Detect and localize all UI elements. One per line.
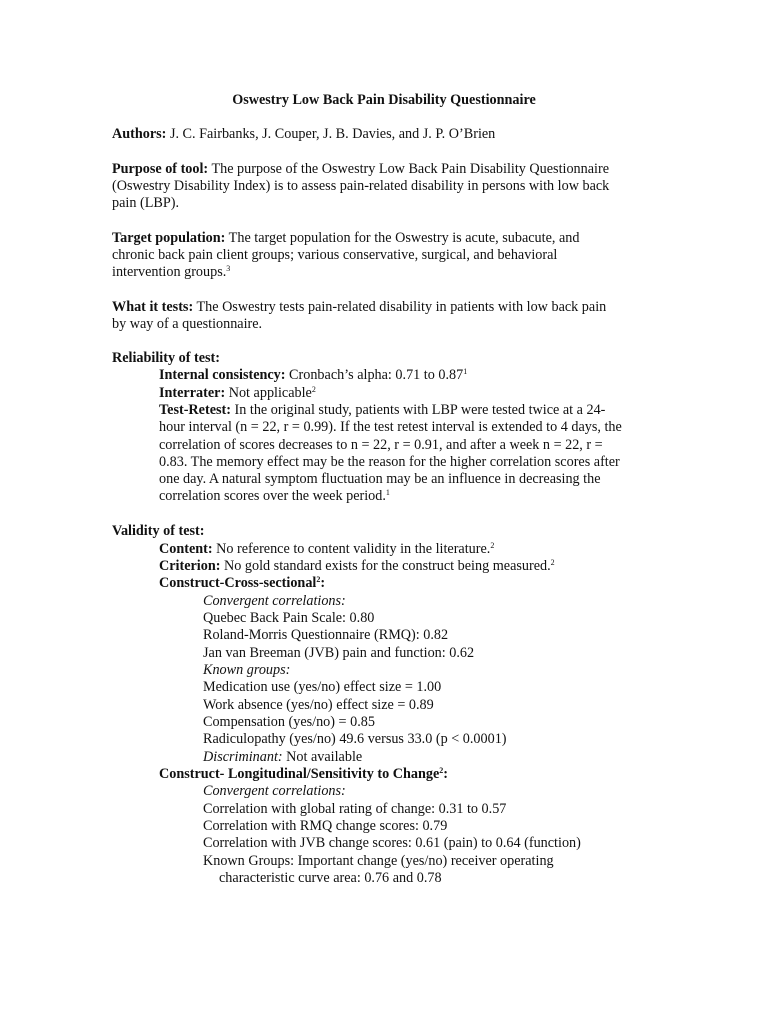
reference-superscript: 1 [463,367,468,376]
target-line-1: Target population: The target population for the Oswestry is acute, subacute, and [112,230,580,246]
interrater-line: Interrater: Not applicable$^2$ [159,385,316,401]
test-retest-line-5: one day. A natural symptom fluctuation may be an influence in decreasing the [159,471,601,487]
discriminant-line: Discriminant: Not available [203,749,363,765]
test-retest-line-6: correlation scores over the week period.$^1$ [159,488,390,504]
authors-line [112,126,495,143]
list-item: Radiculopathy (yes/no) 49.6 versus 33.0 (p < 0.0001) [203,731,507,747]
test-retest-line-1: Test-Retest: In the original study, patients with LBP were tested twice at a 24- [159,402,606,418]
list-item: Correlation with JVB change scores: 0.61 (pain) to 0.64 (function) [203,835,581,851]
authors-label: Authors: [112,126,167,142]
purpose-line-1: Purpose of tool: The purpose of the Oswestry Low Back Pain Disability Questionnaire [112,161,610,177]
list-item: Jan van Breeman (JVB) pain and function: 0.62 [203,645,475,661]
tests-line-2: by way of a questionnaire. [112,316,263,332]
list-item: Correlation with global rating of change: 0.31 to 0.57 [203,801,507,817]
list-item: Roland-Morris Questionnaire (RMQ): 0.82 [203,627,449,643]
reference-superscript: 2 [490,541,495,550]
list-item: Work absence (yes/no) effect size = 0.89 [203,697,434,713]
list-item-continuation: characteristic curve area: 0.76 and 0.78 [219,870,442,886]
target-line-3: intervention groups.$^3$ [112,264,231,280]
list-item: Known Groups: Important change (yes/no) receiver operating [203,853,554,869]
cross-convergent-label: Convergent correlations: [203,593,346,609]
validity-heading: Validity of test: [112,523,205,539]
reference-superscript: 2 [550,558,555,567]
test-retest-line-4: 0.83. The memory effect may be the reason for the higher correlation scores after [159,454,620,470]
purpose-line-3: pain (LBP). [112,195,179,211]
test-retest-line-3: correlation of scores decreases to n = 22, r = 0.91, and after a week n = 22, r = [159,437,603,453]
target-line-2: chronic back pain client groups; various conservative, surgical, and behavioral [112,247,558,263]
construct-longitudinal-heading: Construct- Longitudinal/Sensitivity to Change$^2$: [159,766,448,782]
tests-line-1: What it tests: The Oswestry tests pain-related disability in patients with low back pain [112,299,607,315]
list-item: Correlation with RMQ change scores: 0.79 [203,818,448,834]
content-validity-line: Content: No reference to content validity in the literature.$^2$ [159,541,495,557]
test-retest-line-2: hour interval (n = 22, r = 0.99). If the test retest interval is extended to 4 days, the [159,419,622,435]
known-groups-label: Known groups: [203,662,291,678]
purpose-label: Purpose of tool: [112,161,209,177]
construct-cross-sectional-heading: Construct-Cross-sectional$^2$: [159,575,326,591]
long-convergent-label: Convergent correlations: [203,783,346,799]
reference-superscript: 2 [439,766,444,775]
reference-superscript: 2 [311,385,316,394]
reference-superscript: 2 [316,575,321,584]
tests-label: What it tests: [112,299,194,315]
document-title: Oswestry Low Back Pain Disability Questionnaire [232,92,536,108]
reliability-heading: Reliability of test: [112,350,220,366]
purpose-line-2: (Oswestry Disability Index) is to assess pain-related disability in persons with low back [112,178,610,194]
criterion-validity-line: Criterion: No gold standard exists for the construct being measured.$^2$ [159,558,555,574]
authors-text: J. C. Fairbanks, J. Couper, J. B. Davies, and J. P. O’Brien [166,126,496,142]
reference-superscript: 1 [385,488,390,497]
target-label: Target population: [112,230,226,246]
reference-superscript: 3 [226,264,231,273]
list-item: Quebec Back Pain Scale: 0.80 [203,610,375,626]
list-item: Compensation (yes/no) = 0.85 [203,714,375,730]
internal-consistency-line: Internal consistency: Cronbach’s alpha: 0.71 to 0.87$^1$ [159,367,468,383]
list-item: Medication use (yes/no) effect size = 1.00 [203,679,442,695]
